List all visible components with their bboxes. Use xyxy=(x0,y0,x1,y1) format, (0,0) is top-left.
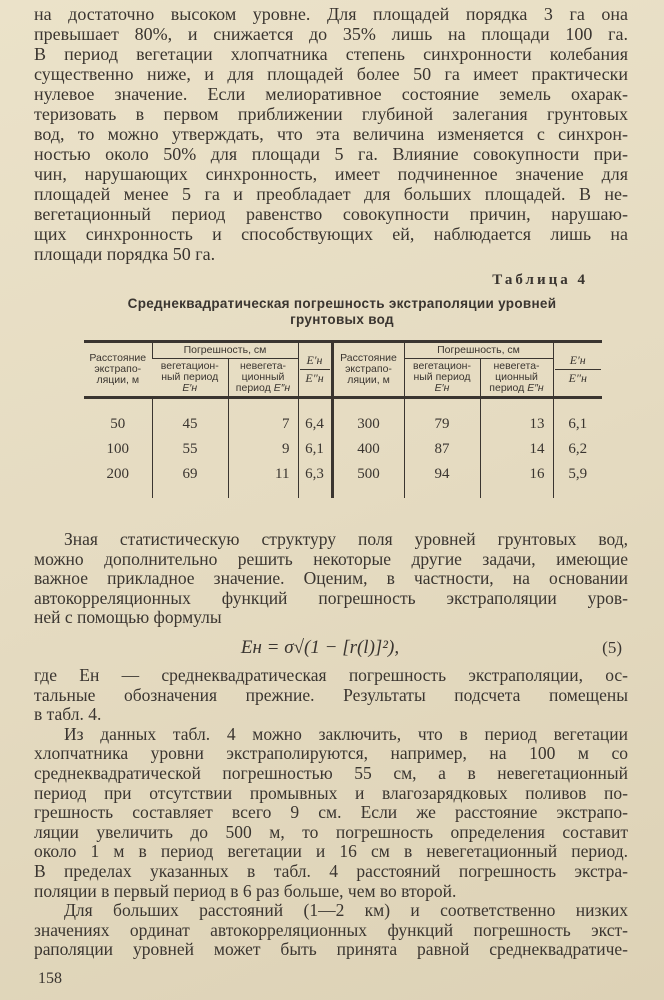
table-cell: 6,2 xyxy=(553,437,602,462)
header-veg-symbol: E′н xyxy=(434,382,450,394)
text-line: теризовать в первом приближении глубиной залегания грунтовых xyxy=(34,104,628,124)
text-line: вод, то можно утверждать, что эта величина изменяется с синхрон- xyxy=(34,124,628,144)
top-paragraph xyxy=(34,4,628,264)
header-veg-label: вегетацион-ный период xyxy=(160,360,219,383)
table-cell: 6,4 xyxy=(298,398,332,438)
table-cell: 6,1 xyxy=(553,398,602,438)
header-veg-symbol: E′н xyxy=(182,382,198,394)
text-line: Для больших расстояний (1—2 км) и соответственно низких xyxy=(64,900,628,921)
text-line: грешность составляет всего 9 см. Если же расстояние экстрапо- xyxy=(34,802,628,823)
header-nonveg-symbol: E″н xyxy=(273,382,291,394)
table-cell: 79 xyxy=(404,398,480,438)
text-line: Из данных табл. 4 можно заключить, что в период вегетации xyxy=(64,723,628,744)
text-line: можно дополнительно решить некоторые другие задачи, имеющие xyxy=(34,548,628,569)
header-distance: Расстояние экстрапо-ляции, м xyxy=(84,342,152,398)
text-line: ней с помощью формулы xyxy=(34,607,222,628)
header-veg-label: вегетацион-ный период xyxy=(413,360,471,383)
text-line: где Eн — среднеквадратическая погрешность экстраполяции, ос- xyxy=(34,665,628,685)
table-cell: 500 xyxy=(332,462,404,498)
table-title-line: Среднеквадратическая погрешность экстраполяции уровней xyxy=(127,296,557,311)
bottom-paragraph xyxy=(34,666,628,960)
table-cell: 14 xyxy=(480,437,553,462)
ratio-denominator: E″н xyxy=(305,371,324,385)
header-nonveg xyxy=(228,359,298,398)
header-veg xyxy=(152,359,228,398)
table-cell: 6,1 xyxy=(298,437,332,462)
table-title-line: грунтовых вод xyxy=(290,312,394,327)
table-cell: 69 xyxy=(152,462,228,498)
table-cell: 5,9 xyxy=(553,462,602,498)
middle-paragraph xyxy=(34,530,628,628)
table-cell: 11 xyxy=(228,462,298,498)
text-line: вегетационный период равенство совокупности причин, нарушаю- xyxy=(34,204,628,224)
table-cell: 9 xyxy=(228,437,298,462)
header-nonveg-symbol: E″н xyxy=(527,382,544,394)
text-line: значениях ординат автокорреляционных функций погрешность экст- xyxy=(34,919,628,940)
text-line: ностью около 50% для площади 5 га. Влияние совокупности при- xyxy=(34,144,628,164)
table-cell: 7 xyxy=(228,398,298,438)
header-distance: Расстояние экстрапо-ляции, м xyxy=(332,342,404,398)
text-line: период при отсутствии промывных и влагозарядковых поливов по- xyxy=(34,782,628,803)
formula: Eн = σ√(1 − [r(l)]²), xyxy=(240,637,400,658)
text-line: В период вегетации хлопчатника степень синхронности колебания xyxy=(34,44,628,64)
text-line: площадей менее 5 га и преобладает для больших площадей. В не- xyxy=(34,184,628,204)
header-nonveg-label: невегета-ционный период xyxy=(235,360,287,394)
text-line: превышает 80%, и снижается до 35% лишь на площади 100 га. xyxy=(34,24,628,44)
table-row xyxy=(84,437,602,462)
table-cell: 400 xyxy=(332,437,404,462)
page-number: 158 xyxy=(38,970,62,987)
table-row xyxy=(84,398,602,438)
text-line: раполяции уровней может быть принята равной среднеквадратиче- xyxy=(34,939,628,960)
table-cell: 87 xyxy=(404,437,480,462)
header-nonveg-label: невегета-ционный период xyxy=(489,360,540,394)
ratio-numerator: E′н xyxy=(555,355,602,370)
table-caption: Таблица 4 xyxy=(492,272,588,288)
text-line: щих синхронность и способствующих ей, наблюдается лишь на xyxy=(34,224,628,244)
text-line: около 1 м в период вегетации и 16 см в невегетационный период. xyxy=(34,841,628,862)
table-cell: 55 xyxy=(152,437,228,462)
text-line: поляции в первый период в 6 раз больше, чем во второй. xyxy=(34,880,457,901)
header-error: Погрешность, см xyxy=(152,342,298,359)
ratio-numerator: E′н xyxy=(300,355,330,370)
header-nonveg xyxy=(480,359,553,398)
table-cell: 300 xyxy=(332,398,404,438)
table-cell: 6,3 xyxy=(298,462,332,498)
text-line: автокорреляционных функций погрешность экстраполяции уров- xyxy=(34,587,628,608)
text-line: важное прикладное значение. Оценим, в частности, на основании xyxy=(34,568,628,589)
text-line: существенно ниже, и для площадей более 50 га имеет практически xyxy=(34,64,628,84)
table-title xyxy=(84,296,600,328)
text-line: среднеквадратической погрешностью 55 см, а в невегетационный xyxy=(34,762,628,783)
header-veg xyxy=(404,359,480,398)
error-table xyxy=(84,340,602,498)
table-cell: 45 xyxy=(152,398,228,438)
table-cell: 16 xyxy=(480,462,553,498)
text-line: площади порядка 50 га. xyxy=(34,244,216,264)
table-row xyxy=(84,462,602,498)
text-line: нулевое значение. Если мелиоративное состояние земель охарак- xyxy=(34,84,628,104)
text-line: чин, нарушающих синхронность, имеет подчиненное значение для xyxy=(34,164,628,184)
table-cell: 100 xyxy=(106,441,129,457)
table-cell: 50 xyxy=(110,416,126,432)
header-ratio xyxy=(553,342,602,398)
header-ratio xyxy=(298,342,332,398)
table-cell: 200 xyxy=(106,466,129,482)
text-line: тальные обозначения прежние. Результаты подсчета помещены xyxy=(34,684,628,705)
formula-number: (5) xyxy=(602,638,622,657)
table-cell: 94 xyxy=(404,462,480,498)
text-line: Зная статистическую структуру поля уровней грунтовых вод, xyxy=(64,529,628,549)
text-line: хлопчатника уровни экстраполируются, например, на 100 м со xyxy=(34,743,628,764)
text-line: В пределах указанных в табл. 4 расстояний погрешность экстра- xyxy=(34,860,628,881)
text-line: в табл. 4. xyxy=(34,704,102,725)
ratio-denominator: E″н xyxy=(568,371,587,385)
table-cell: 13 xyxy=(480,398,553,438)
text-line: ляции увеличить до 500 м, то погрешность определения составит xyxy=(34,821,628,842)
header-error: Погрешность, см xyxy=(404,342,553,359)
text-line: на достаточно высоком уровне. Для площадей порядка 3 га она xyxy=(34,4,628,24)
